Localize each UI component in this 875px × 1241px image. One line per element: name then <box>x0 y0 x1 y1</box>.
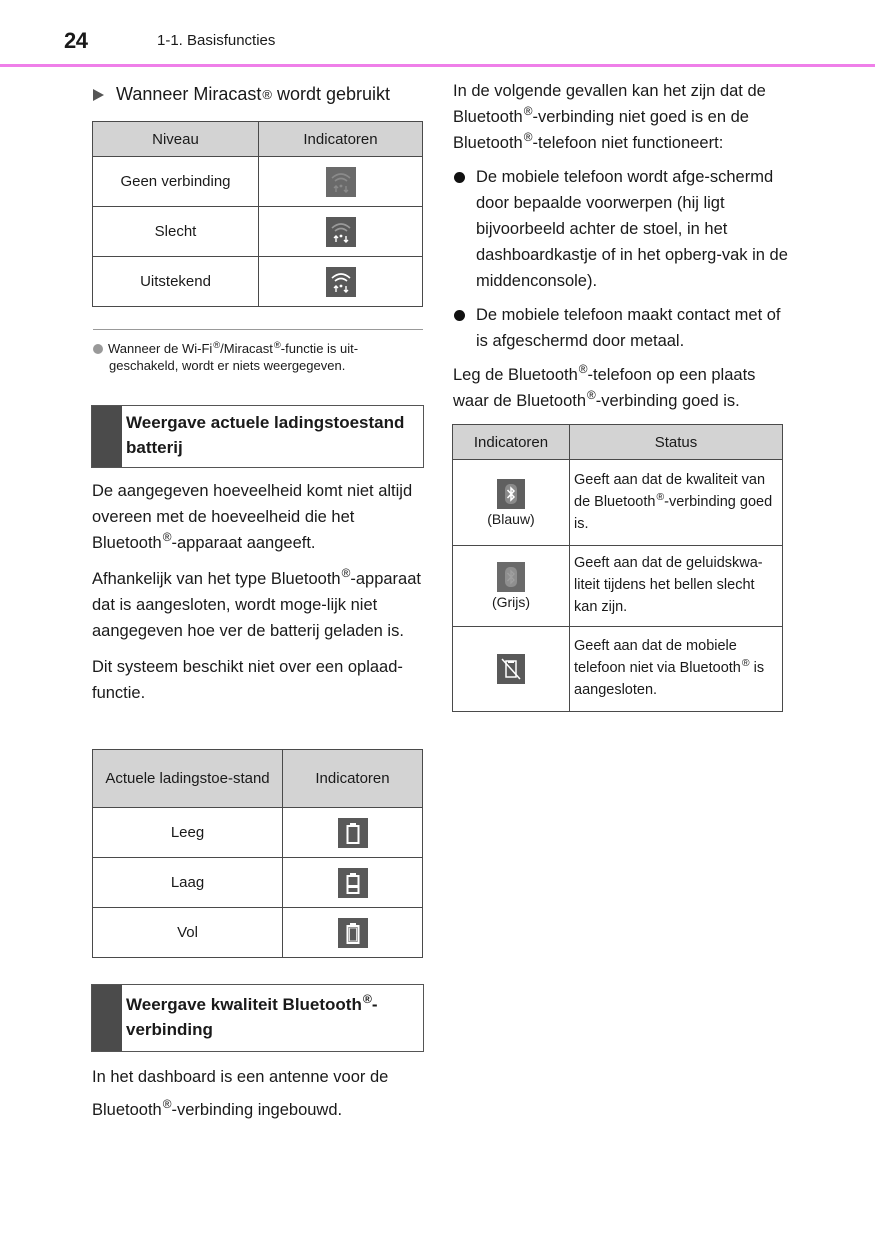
bluetooth-grey-icon <box>497 562 525 592</box>
table-row: (Grijs) Geeft aan dat de geluidskwa-liteit tijdens het bellen slecht kan zijn. <box>453 546 783 627</box>
table-row <box>93 808 423 858</box>
cause-list <box>453 164 788 354</box>
bluetooth-blue-icon <box>497 479 525 509</box>
table-row <box>93 908 423 958</box>
battery-section-heading: Weergave actuele ladingstoestand batterij <box>91 405 424 468</box>
bt-quality-paragraph: In het dashboard is een antenne voor de Bluetooth®-verbinding ingebouwd. <box>92 1068 389 1119</box>
table-row <box>453 627 783 712</box>
state-cell: Laag <box>93 858 283 908</box>
battery-paragraphs: De aangegeven hoeveelheid komt niet altijd overeen met de hoeveelheid die het Bluetooth®-apparaat aangeeft. Afhankelijk van het type Bluetooth®-apparaat dat is aangesloten, wordt moge-lijk niet aangegeven hoe ver de batterij geladen is. Dit systeem beschikt niet over een oplaad-functie. <box>92 482 421 702</box>
level-cell: Slecht <box>93 207 259 257</box>
page-number: 24 <box>64 28 88 53</box>
battery-full-icon <box>338 918 368 948</box>
miracast-subheading: Wanneer Miracast ® wordt gebruikt <box>93 84 390 105</box>
column-header: Indicatoren <box>453 425 570 460</box>
state-cell: Leeg <box>93 808 283 858</box>
miracast-signal-table <box>92 121 423 307</box>
right-column-text: In de volgende gevallen kan het zijn dat de Bluetooth®-verbinding niet goed is en de Bluetooth®-telefoon niet functioneert: De mobiele telefoon wordt afge-schermd door bepaalde voorwerpen (hij ligt bijvoorbeeld achter de stoel, in het dashboardkastje of in het opberg-vak in de middenconsole). De mobiele telefoon maakt contact met of is afgeschermd door metaal. Leg de Bluetooth®-telefoon op een plaats waar de Bluetooth®-verbinding goed is. <box>453 82 788 410</box>
status-cell: Geeft aan dat de kwaliteit van de Bluetooth®-verbinding goed is. <box>570 460 783 546</box>
battery-low-icon <box>338 868 368 898</box>
column-header: Status <box>570 425 783 460</box>
table-row <box>93 207 423 257</box>
column-header: Indicatoren <box>259 122 423 157</box>
header-rule <box>0 64 875 67</box>
note-bullet-icon <box>93 344 103 354</box>
divider <box>93 329 423 330</box>
wifi-signal-excellent-icon <box>326 267 356 297</box>
state-cell: Vol <box>93 908 283 958</box>
battery-state-table <box>92 749 423 958</box>
list-item: De mobiele telefoon maakt contact met of is afgeschermd door metaal. <box>453 302 788 354</box>
level-cell: Uitstekend <box>93 257 259 307</box>
section-title: 1-1. Basisfuncties <box>157 32 276 49</box>
table-row <box>93 257 423 307</box>
wifi-signal-weak-icon <box>326 217 356 247</box>
triangle-bullet-icon <box>93 89 104 101</box>
table-row <box>93 858 423 908</box>
level-cell: Geen verbinding <box>93 157 259 207</box>
column-header: Niveau <box>93 122 259 157</box>
column-header: Actuele ladingstoe-stand <box>93 750 283 808</box>
battery-empty-icon <box>338 818 368 848</box>
bt-quality-section-heading: Weergave kwaliteit Bluetooth®- verbinding <box>91 984 424 1052</box>
status-cell: Geeft aan dat de geluidskwa-liteit tijdens het bellen slecht kan zijn. <box>570 546 783 627</box>
column-header: Indicatoren <box>283 750 423 808</box>
status-cell: Geeft aan dat de mobiele telefoon niet via Bluetooth® is aangesloten. <box>570 627 783 712</box>
list-item: De mobiele telefoon wordt afge-schermd door bepaalde voorwerpen (hij ligt bijvoorbeeld achter de stoel, in het dashboardkastje of in het opberg-vak in de middenconsole). <box>453 164 788 294</box>
wifi-signal-none-icon <box>326 167 356 197</box>
table-row <box>93 157 423 207</box>
table-row: (Blauw) Geeft aan dat de kwaliteit van de Bluetooth®-verbinding goed is. <box>453 460 783 546</box>
miracast-note: Wanneer de Wi-Fi®/Miracast®-functie is uit- geschakeld, wordt er niets weergegeven. <box>93 340 425 374</box>
phone-not-connected-icon <box>497 654 525 684</box>
bluetooth-status-table <box>452 424 783 712</box>
